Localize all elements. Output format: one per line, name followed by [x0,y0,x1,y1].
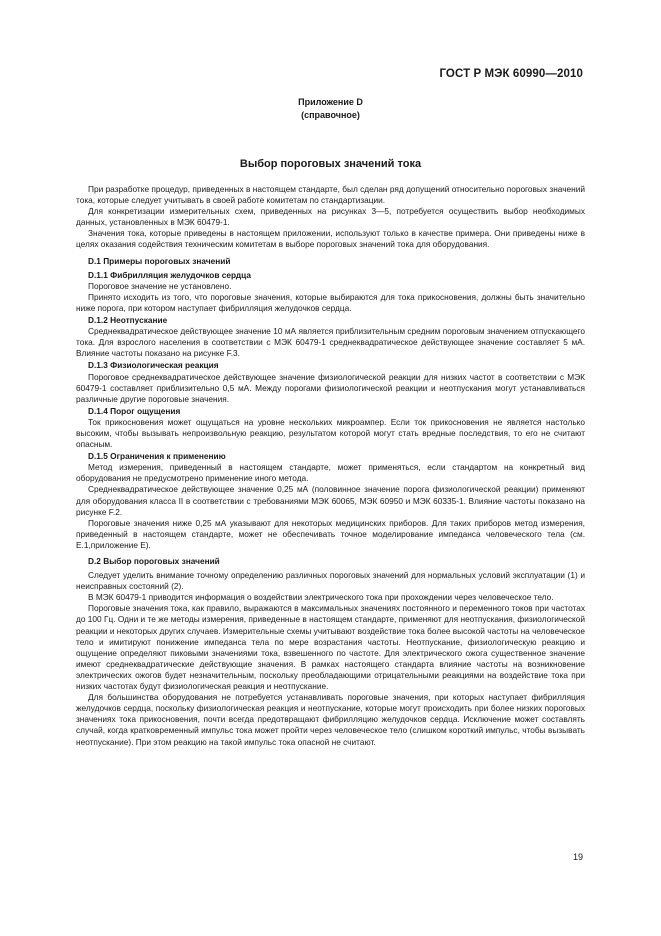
paragraph: Пороговое значение не установлено. [88,280,232,291]
appendix-type: (справочное) [301,110,360,120]
section-heading-d1-2: D.1.2 Неотпускание [88,315,168,326]
paragraph: Среднеквадратическое действующее значение 10 мА является приблизительным средним пороговым значением отпускающего тока. Для взрослого населения в соответствии с МЭК 60479-1 среднеквадратическое действующее значение составляет 5 мА. Влияние частоты показано на рисунке F.3. [76,326,585,359]
appendix-title: Выбор пороговых значений тока [239,158,422,170]
page-number: 19 [572,852,583,862]
standard-number: ГОСТ Р МЭК 60990—2010 [439,68,583,80]
paragraph: При разработке процедур, приведенных в настоящем стандарте, был сделан ряд допущений относительно пороговых значений тока, которые следует учитывать в своей работе комитетам по стандартизации. [76,184,585,206]
section-heading-d1-1: D.1.1 Фибрилляция желудочков сердца [88,269,251,280]
section-heading-d1-3: D.1.3 Физиологическая реакция [88,360,219,371]
paragraph: Следует уделить внимание точному определению различных пороговых значений для нормальных условий эксплуатации (1) и неисправных состояний (2). [76,570,585,592]
paragraph: Принято исходить из того, что пороговые значения, которые выбираются для тока прикосновения, должны быть значительно ниже порога, при котором наступает фибрилляция желудочков сердца. [76,291,585,313]
paragraph: Метод измерения, приведенный в настоящем стандарте, может применяться, если стандартом на конкретный вид оборудования не предусмотрено применение иного метода. [76,462,585,484]
paragraph: Значения тока, которые приведены в настоящем приложении, используют только в качестве примера. Они приведены ниже в целях оказания содействия техническим комитетам в выборе пороговых значений тока для оборудования. [76,228,585,250]
paragraph: Среднеквадратическое действующее значение 0,25 мА (половинное значение порога физиологической реакции) применяют для оборудования класса II в соответствии с требованиями МЭК 60065, МЭК 60950 и МЭК 60335-1. Влияние частоты показано на рисунке F.2. [76,484,585,517]
section-heading-d2: D.2 Выбор пороговых значений [88,556,220,566]
appendix-heading [0,96,661,122]
paragraph: Пороговые значения ниже 0,25 мА указывают для некоторых медицинских приборов. Для таких приборов метод измерения, приведенный в настоящем стандарте, может не обеспечивать точное моделирование импеданса человеческого тела (см. Е.1,приложение Е). [76,517,585,550]
paragraph: Ток прикосновения может ощущаться на уровне нескольких микроампер. Если ток прикосновения не является настолько высоким, чтобы вызывать непроизвольную реакцию, результатом которой могут стать вредные последствия, то его не считают опасным. [76,416,585,450]
section-heading-d1-5: D.1.5 Ограничения к применению [88,451,226,462]
appendix-label: Приложение D [298,97,363,107]
section-heading-d1-4: D.1.4 Порог ощущения [88,405,181,416]
document-body [76,184,585,748]
paragraph: Пороговые значения тока, как правило, выражаются в максимальных значениях постоянного и переменного токов при частотах до 100 Гц. Одни и те же методы измерения, приведенные в настоящем стандарте, применяют для неотпускания, физиологической реакции и некоторых других случаев. Измерительные схемы учитывают воздействие тока более высокой частоты на человеческое тело и имитируют понижение импеданса тела по мере возрастания частоты. Неотпускание, физиологическую реакцию и ощущение определяют пиковыми значениями тока, взвешенного по частоте. Для электрического ожога существенное значение имеют среднеквадратические действующие значения. В рамках настоящего стандарта влияние частоты на возникновение электрических ожогов будет незначительным, поскольку преобладающими отрицательными реакциями на воздействие тока при низких частотах будут физиологическая реакция и неотпускание. [76,603,585,692]
paragraph: Для конкретизации измерительных схем, приведенных на рисунках 3—5, потребуется осуществить выбор необходимых данных, установленных в МЭК 60479-1. [76,206,585,228]
section-heading-d1: D.1 Примеры пороговых значений [88,255,231,266]
paragraph: Пороговое среднеквадратическое действующее значение физиологической реакции для низких частот в соответствии с МЭК 60479-1 составляет приблизительно 0,5 мА. Между порогами физиологической реакции и неотпускания могут устанавливаться различные другие пороговые значения. [76,371,585,404]
paragraph: Для большинства оборудования не потребуется устанавливать пороговые значения, при которых наступает фибрилляция желудочков сердца, поскольку физиологическая реакция и неотпускание, которые могут происходить при более низких пороговых значениях тока прикосновения, почти всегда предотвращают фибрилляцию желудочков сердца. Исключение может составлять случай, когда кратковременный импульс тока может пройти через человеческое тело (слишком короткий импульс, чтобы вызывать неотпускание). При этом реакцию на такой импульс тока опасной не считают. [76,692,585,747]
paragraph: В МЭК 60479-1 приводится информация о воздействии электрического тока при прохождении через человеческое тело. [88,592,554,603]
